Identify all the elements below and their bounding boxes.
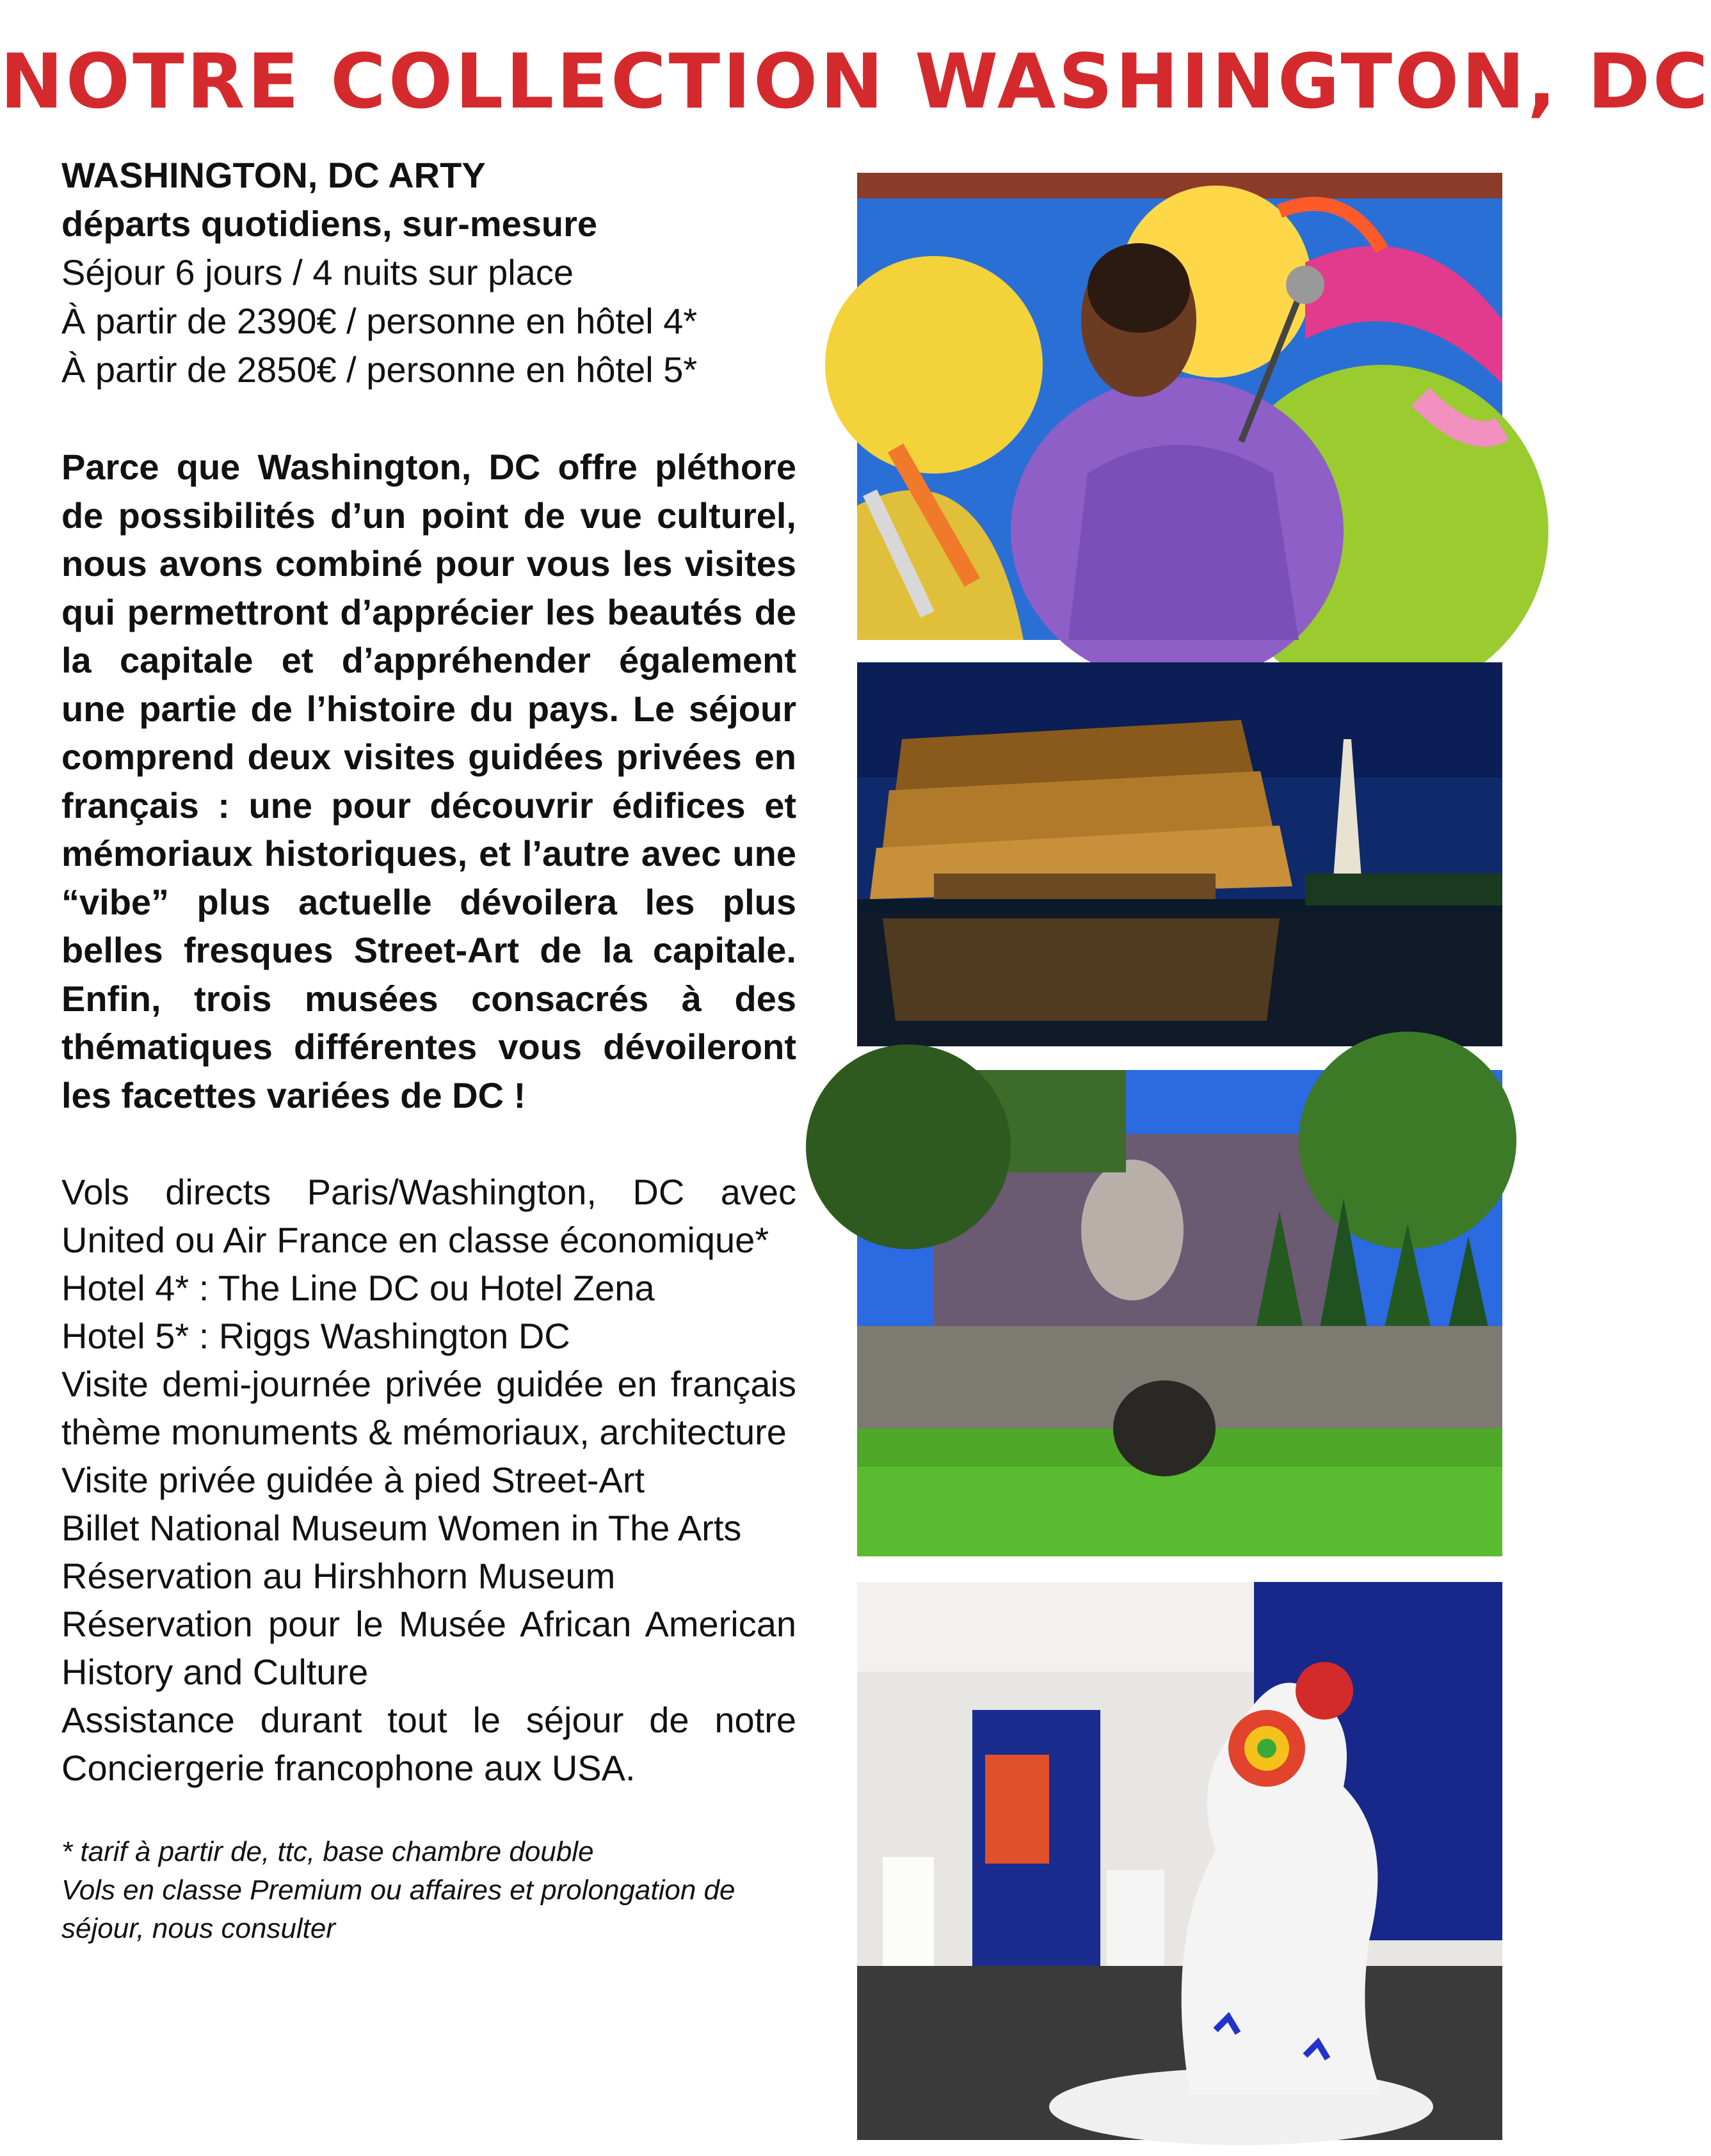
price-4-star: À partir de 2390€ / personne en hôtel 4*	[61, 301, 698, 341]
inclusions-list	[61, 1168, 796, 1792]
trip-duration: Séjour 6 jours / 4 nuits sur place	[61, 252, 574, 292]
list-item: Visite demi-journée privée guidée en français thème monuments & mémoriaux, architecture	[61, 1364, 796, 1452]
list-item: Vols directs Paris/Washington, DC avec United ou Air France en classe économique*	[61, 1172, 796, 1260]
price-5-star: À partir de 2850€ / personne en hôtel 5*	[61, 349, 698, 390]
tariff-note: * tarif à partir de, ttc, base chambre double	[61, 1836, 594, 1867]
sculpture-garden-photo	[857, 1070, 1502, 1556]
list-item: Hotel 4* : The Line DC ou Hotel Zena	[61, 1268, 655, 1308]
footnotes	[61, 1833, 796, 1948]
description-paragraph: Parce que Washington, DC offre pléthore de possibilités d’un point de vue culturel, nous avons combiné pour vous les visites qui permettront d’apprécier les beautés de la capitale et d’appréhender également une partie de l’histoire du pays. Le séjour comprend deux visites guidées privées en français : une pour découvrir édifices et mémoriaux historiques, et l’autre avec une “vibe” plus actuelle dévoilera les plus belles fresques Street-Art de la capitale. Enfin, trois musées consacrés à des thématiques différentes vous dévoileront les facettes variées de DC !	[61, 447, 796, 1115]
contact-note: Vols en classe Premium ou affaires et prolongation de séjour, nous consulter	[61, 1874, 735, 1944]
trip-details	[61, 151, 796, 1948]
mural-photo	[857, 173, 1502, 640]
list-item: Assistance durant tout le séjour de notre Conciergerie francophone aux USA.	[61, 1700, 796, 1788]
gallery-sculpture-photo	[857, 1582, 1502, 2140]
list-item: Billet National Museum Women in The Arts	[61, 1508, 742, 1548]
list-item: Réservation pour le Musée African American History and Culture	[61, 1604, 796, 1692]
list-item: Réservation au Hirshhorn Museum	[61, 1556, 616, 1596]
page-title: NOTRE COLLECTION WASHINGTON, DC	[0, 37, 1711, 125]
list-item: Hotel 5* : Riggs Washington DC	[61, 1316, 570, 1356]
trip-name: WASHINGTON, DC ARTY	[61, 155, 486, 195]
trip-subtitle: départs quotidiens, sur-mesure	[61, 204, 598, 244]
list-item: Visite privée guidée à pied Street-Art	[61, 1460, 645, 1500]
museum-night-photo	[857, 662, 1502, 1046]
